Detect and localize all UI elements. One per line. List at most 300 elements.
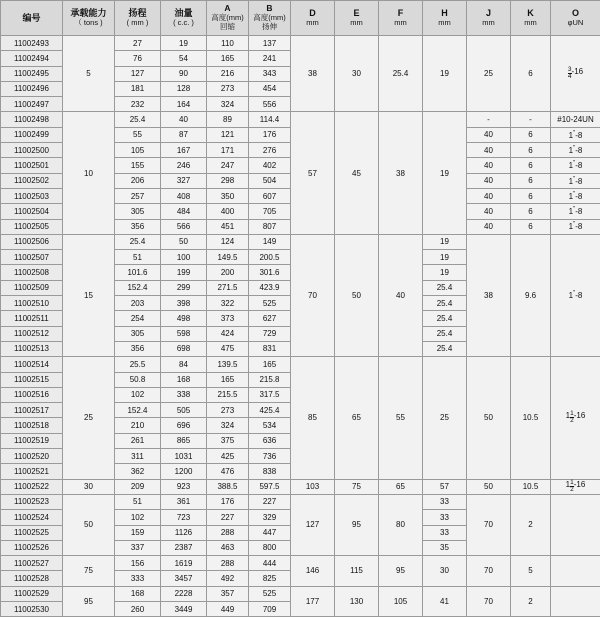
cell-a: 200 <box>207 265 249 280</box>
cell-stroke: 55 <box>115 127 161 142</box>
cell-b: 423.9 <box>249 280 291 295</box>
cell-stroke: 25.4 <box>115 234 161 249</box>
cell-k: 6 <box>511 36 551 112</box>
cell-stroke: 159 <box>115 525 161 540</box>
cell-code: 11002501 <box>1 158 63 173</box>
cell-code: 11002503 <box>1 188 63 203</box>
cell-b: 729 <box>249 326 291 341</box>
cell-b: 114.4 <box>249 112 291 127</box>
cell-stroke: 261 <box>115 433 161 448</box>
cell-stroke: 51 <box>115 494 161 509</box>
cell-h: 33 <box>423 525 467 540</box>
column-header-unit: mm <box>335 19 378 28</box>
cell-h: 19 <box>423 234 467 249</box>
cell-code: 11002513 <box>1 341 63 356</box>
cell-k: 6 <box>511 158 551 173</box>
column-header-d <box>291 1 335 36</box>
column-header-title: F <box>379 8 422 18</box>
cell-e: 65 <box>335 357 379 479</box>
cell-code: 11002519 <box>1 433 63 448</box>
cell-capacity: 5 <box>63 36 115 112</box>
cell-a: 89 <box>207 112 249 127</box>
cell-stroke: 105 <box>115 143 161 158</box>
column-header-unit: mm <box>291 19 334 28</box>
cell-b: 831 <box>249 341 291 356</box>
column-header-b <box>249 1 291 36</box>
cell-a: 273 <box>207 81 249 96</box>
column-header-unit: mm <box>467 19 510 28</box>
cell-stroke: 51 <box>115 250 161 265</box>
cell-code: 11002530 <box>1 601 63 616</box>
cell-a: 424 <box>207 326 249 341</box>
column-header-unit: 高度(mm) <box>249 14 290 23</box>
cell-stroke: 152.4 <box>115 280 161 295</box>
cell-stroke: 181 <box>115 81 161 96</box>
cell-code: 11002517 <box>1 403 63 418</box>
cell-code: 11002529 <box>1 586 63 601</box>
column-header-h <box>423 1 467 36</box>
cell-a: 271.5 <box>207 280 249 295</box>
cell-oil: 164 <box>161 97 207 112</box>
cell-a: 149.5 <box>207 250 249 265</box>
cell-e: 95 <box>335 494 379 555</box>
cell-code: 11002516 <box>1 387 63 402</box>
cell-f: 55 <box>379 357 423 479</box>
cell-b: 343 <box>249 66 291 81</box>
cell-code: 11002502 <box>1 173 63 188</box>
cell-h: 25.4 <box>423 326 467 341</box>
cell-j: 70 <box>467 494 511 555</box>
cell-f: 80 <box>379 494 423 555</box>
table-row <box>1 36 600 51</box>
cell-e: 30 <box>335 36 379 112</box>
cell-b: 607 <box>249 188 291 203</box>
cell-h: 33 <box>423 510 467 525</box>
cell-b: 636 <box>249 433 291 448</box>
cell-oil: 84 <box>161 357 207 372</box>
cell-a: 463 <box>207 540 249 555</box>
cell-h: 25.4 <box>423 311 467 326</box>
cell-stroke: 156 <box>115 556 161 571</box>
cell-j: 50 <box>467 357 511 479</box>
cell-capacity: 30 <box>63 479 115 494</box>
cell-stroke: 337 <box>115 540 161 555</box>
column-header-a <box>207 1 249 36</box>
cell-j: 70 <box>467 556 511 587</box>
cell-a: 425 <box>207 449 249 464</box>
cell-capacity: 75 <box>63 556 115 587</box>
cell-stroke: 232 <box>115 97 161 112</box>
cell-a: 298 <box>207 173 249 188</box>
cell-capacity: 95 <box>63 586 115 617</box>
column-header-oil <box>161 1 207 36</box>
table-row <box>1 112 600 127</box>
cell-a: 476 <box>207 464 249 479</box>
cell-o: 1"-8 <box>551 188 600 203</box>
cell-code: 11002510 <box>1 296 63 311</box>
cell-a: 165 <box>207 372 249 387</box>
cell-b: 425.4 <box>249 403 291 418</box>
column-header-unit: mm <box>511 19 550 28</box>
cell-b: 227 <box>249 494 291 509</box>
column-header-title: 编号 <box>1 13 62 23</box>
cell-e: 115 <box>335 556 379 587</box>
column-header-note: 回缩 <box>207 23 248 32</box>
cell-code: 11002526 <box>1 540 63 555</box>
cell-oil: 3449 <box>161 601 207 616</box>
cell-o <box>551 556 600 587</box>
cell-stroke: 206 <box>115 173 161 188</box>
cell-oil: 2228 <box>161 586 207 601</box>
cell-b: 454 <box>249 81 291 96</box>
cell-oil: 484 <box>161 204 207 219</box>
cell-oil: 54 <box>161 51 207 66</box>
cell-code: 11002509 <box>1 280 63 295</box>
cell-oil: 87 <box>161 127 207 142</box>
cell-b: 534 <box>249 418 291 433</box>
cell-j: 40 <box>467 173 511 188</box>
column-header-e <box>335 1 379 36</box>
cell-a: 492 <box>207 571 249 586</box>
cell-oil: 923 <box>161 479 207 494</box>
column-header-title: 扬程 <box>115 8 160 18</box>
cell-capacity: 15 <box>63 234 115 356</box>
table-header-row <box>1 1 600 36</box>
column-header-letter: B <box>249 4 290 14</box>
cell-code: 11002505 <box>1 219 63 234</box>
cell-stroke: 25.4 <box>115 112 161 127</box>
cell-o <box>551 494 600 555</box>
table-row <box>1 556 600 571</box>
cell-code: 11002522 <box>1 479 63 494</box>
cell-h: 25.4 <box>423 296 467 311</box>
cell-stroke: 209 <box>115 479 161 494</box>
cell-code: 11002515 <box>1 372 63 387</box>
cell-a: 288 <box>207 525 249 540</box>
cell-d: 103 <box>291 479 335 494</box>
cell-stroke: 127 <box>115 66 161 81</box>
cell-stroke: 76 <box>115 51 161 66</box>
cell-h: 33 <box>423 494 467 509</box>
cell-a: 227 <box>207 510 249 525</box>
cell-code: 11002499 <box>1 127 63 142</box>
cell-j: 25 <box>467 36 511 112</box>
cell-a: 247 <box>207 158 249 173</box>
cell-h: 57 <box>423 479 467 494</box>
cell-a: 324 <box>207 97 249 112</box>
cell-stroke: 356 <box>115 341 161 356</box>
cell-oil: 19 <box>161 36 207 51</box>
cell-capacity: 50 <box>63 494 115 555</box>
cell-b: 176 <box>249 127 291 142</box>
cell-e: 50 <box>335 234 379 356</box>
cell-e: 75 <box>335 479 379 494</box>
cell-capacity: 25 <box>63 357 115 479</box>
column-header-o <box>551 1 600 36</box>
cell-o: 1"-8 <box>551 234 600 356</box>
cell-k: 2 <box>511 494 551 555</box>
cell-h: 19 <box>423 112 467 234</box>
cell-e: 130 <box>335 586 379 617</box>
cell-d: 70 <box>291 234 335 356</box>
cell-j: 40 <box>467 204 511 219</box>
cell-k: 6 <box>511 188 551 203</box>
cell-oil: 90 <box>161 66 207 81</box>
cell-f: 95 <box>379 556 423 587</box>
cell-a: 124 <box>207 234 249 249</box>
cell-oil: 128 <box>161 81 207 96</box>
column-header-unit: φUN <box>551 19 600 28</box>
column-header-unit: ( c.c. ) <box>161 19 206 28</box>
cell-code: 11002528 <box>1 571 63 586</box>
cell-oil: 1126 <box>161 525 207 540</box>
cell-oil: 1200 <box>161 464 207 479</box>
cell-code: 11002497 <box>1 97 63 112</box>
cell-oil: 698 <box>161 341 207 356</box>
cell-j: 40 <box>467 158 511 173</box>
cell-k: 6 <box>511 219 551 234</box>
cell-code: 11002525 <box>1 525 63 540</box>
cell-code: 11002520 <box>1 449 63 464</box>
cell-o: 1"-8 <box>551 219 600 234</box>
cell-b: 525 <box>249 296 291 311</box>
cell-stroke: 305 <box>115 326 161 341</box>
cell-k: 6 <box>511 127 551 142</box>
cell-oil: 2387 <box>161 540 207 555</box>
cell-oil: 361 <box>161 494 207 509</box>
cell-stroke: 257 <box>115 188 161 203</box>
cell-a: 273 <box>207 403 249 418</box>
cell-a: 449 <box>207 601 249 616</box>
table-header <box>1 1 600 36</box>
table-body <box>1 36 600 617</box>
cell-code: 11002521 <box>1 464 63 479</box>
cell-oil: 100 <box>161 250 207 265</box>
cell-code: 11002504 <box>1 204 63 219</box>
cell-d: 38 <box>291 36 335 112</box>
cell-code: 11002514 <box>1 357 63 372</box>
cell-b: 301.6 <box>249 265 291 280</box>
cell-a: 400 <box>207 204 249 219</box>
cell-h: 25.4 <box>423 280 467 295</box>
cell-code: 11002495 <box>1 66 63 81</box>
table-row <box>1 494 600 509</box>
cell-h: 35 <box>423 540 467 555</box>
cell-k: 9.6 <box>511 234 551 356</box>
cell-a: 176 <box>207 494 249 509</box>
cell-a: 121 <box>207 127 249 142</box>
cell-b: 137 <box>249 36 291 51</box>
cell-stroke: 102 <box>115 387 161 402</box>
cell-a: 139.5 <box>207 357 249 372</box>
column-header-unit: 高度(mm) <box>207 14 248 23</box>
cell-o: 1"-8 <box>551 204 600 219</box>
cell-code: 11002496 <box>1 81 63 96</box>
cell-code: 11002512 <box>1 326 63 341</box>
column-header-title: K <box>511 8 550 18</box>
cell-h: 25 <box>423 357 467 479</box>
cell-a: 324 <box>207 418 249 433</box>
cell-code: 11002507 <box>1 250 63 265</box>
cell-b: 525 <box>249 586 291 601</box>
cell-stroke: 102 <box>115 510 161 525</box>
cell-b: 317.5 <box>249 387 291 402</box>
column-header-code <box>1 1 63 36</box>
cell-o: 1"-8 <box>551 158 600 173</box>
cell-b: 627 <box>249 311 291 326</box>
cell-a: 350 <box>207 188 249 203</box>
cell-code: 11002508 <box>1 265 63 280</box>
table-row <box>1 357 600 372</box>
cell-b: 709 <box>249 601 291 616</box>
cell-stroke: 203 <box>115 296 161 311</box>
column-header-title: D <box>291 8 334 18</box>
cell-code: 11002498 <box>1 112 63 127</box>
cell-oil: 246 <box>161 158 207 173</box>
cell-o <box>551 586 600 617</box>
cell-oil: 598 <box>161 326 207 341</box>
cell-stroke: 362 <box>115 464 161 479</box>
table-row <box>1 586 600 601</box>
cell-b: 402 <box>249 158 291 173</box>
cell-stroke: 333 <box>115 571 161 586</box>
cell-d: 57 <box>291 112 335 234</box>
cell-oil: 696 <box>161 418 207 433</box>
cell-a: 288 <box>207 556 249 571</box>
cell-stroke: 210 <box>115 418 161 433</box>
cell-f: 25.4 <box>379 36 423 112</box>
cell-h: 19 <box>423 250 467 265</box>
column-header-unit: mm <box>379 19 422 28</box>
column-header-unit: ( mm ) <box>115 19 160 28</box>
cell-oil: 40 <box>161 112 207 127</box>
cell-oil: 498 <box>161 311 207 326</box>
cell-oil: 299 <box>161 280 207 295</box>
cell-oil: 865 <box>161 433 207 448</box>
cell-b: 447 <box>249 525 291 540</box>
cell-h: 41 <box>423 586 467 617</box>
cell-a: 375 <box>207 433 249 448</box>
cell-h: 30 <box>423 556 467 587</box>
cell-a: 451 <box>207 219 249 234</box>
cell-oil: 505 <box>161 403 207 418</box>
column-header-title: H <box>423 8 466 18</box>
column-header-unit: mm <box>423 19 466 28</box>
cell-b: 329 <box>249 510 291 525</box>
cell-h: 25.4 <box>423 341 467 356</box>
cell-b: 736 <box>249 449 291 464</box>
cell-b: 444 <box>249 556 291 571</box>
cell-j: 40 <box>467 143 511 158</box>
cell-a: 388.5 <box>207 479 249 494</box>
cell-b: 597.5 <box>249 479 291 494</box>
column-header-title: 油量 <box>161 8 206 18</box>
cell-a: 373 <box>207 311 249 326</box>
cell-d: 85 <box>291 357 335 479</box>
cell-stroke: 356 <box>115 219 161 234</box>
cell-b: 825 <box>249 571 291 586</box>
column-header-title: 承载能力 <box>63 8 114 18</box>
cell-stroke: 168 <box>115 586 161 601</box>
cell-k: 5 <box>511 556 551 587</box>
column-header-title: E <box>335 8 378 18</box>
cell-k: 10.5 <box>511 357 551 479</box>
column-header-capacity <box>63 1 115 36</box>
cell-oil: 168 <box>161 372 207 387</box>
cell-b: 200.5 <box>249 250 291 265</box>
cell-j: - <box>467 112 511 127</box>
cell-j: 50 <box>467 479 511 494</box>
cell-f: 38 <box>379 112 423 234</box>
cell-code: 11002524 <box>1 510 63 525</box>
cell-k: 6 <box>511 173 551 188</box>
cell-stroke: 260 <box>115 601 161 616</box>
cell-a: 357 <box>207 586 249 601</box>
cell-k: 6 <box>511 204 551 219</box>
cell-k: 6 <box>511 143 551 158</box>
cell-h: 19 <box>423 36 467 112</box>
cell-h: 19 <box>423 265 467 280</box>
cell-b: 838 <box>249 464 291 479</box>
cell-code: 11002506 <box>1 234 63 249</box>
cell-o: 1 $\frac{1}{2}$ -16 <box>551 479 600 494</box>
cell-b: 149 <box>249 234 291 249</box>
cell-capacity: 10 <box>63 112 115 234</box>
cell-k: 10.5 <box>511 479 551 494</box>
cell-code: 11002523 <box>1 494 63 509</box>
cell-k: - <box>511 112 551 127</box>
cell-stroke: 152.4 <box>115 403 161 418</box>
cell-a: 165 <box>207 51 249 66</box>
cell-oil: 1031 <box>161 449 207 464</box>
column-header-letter: A <box>207 4 248 14</box>
cell-b: 276 <box>249 143 291 158</box>
cell-a: 216 <box>207 66 249 81</box>
table-row <box>1 234 600 249</box>
column-header-unit: （ tons ) <box>63 19 114 28</box>
cell-j: 40 <box>467 219 511 234</box>
cell-d: 146 <box>291 556 335 587</box>
cell-oil: 1619 <box>161 556 207 571</box>
cell-stroke: 305 <box>115 204 161 219</box>
cell-e: 45 <box>335 112 379 234</box>
cell-o: 1 $\frac{1}{2}$ -16 <box>551 357 600 479</box>
cell-code: 11002493 <box>1 36 63 51</box>
cell-f: 105 <box>379 586 423 617</box>
cell-b: 807 <box>249 219 291 234</box>
cell-k: 2 <box>511 586 551 617</box>
cell-j: 38 <box>467 234 511 356</box>
cell-oil: 338 <box>161 387 207 402</box>
cell-d: 127 <box>291 494 335 555</box>
column-header-k <box>511 1 551 36</box>
column-header-note: 扬伸 <box>249 23 290 32</box>
cell-stroke: 27 <box>115 36 161 51</box>
cell-code: 11002500 <box>1 143 63 158</box>
cell-b: 705 <box>249 204 291 219</box>
cell-f: 40 <box>379 234 423 356</box>
cell-o: 1"-8 <box>551 127 600 142</box>
cell-stroke: 101.6 <box>115 265 161 280</box>
cell-j: 70 <box>467 586 511 617</box>
column-header-title: J <box>467 8 510 18</box>
cell-b: 504 <box>249 173 291 188</box>
cell-oil: 408 <box>161 188 207 203</box>
cell-stroke: 254 <box>115 311 161 326</box>
cell-f: 65 <box>379 479 423 494</box>
cell-stroke: 50.8 <box>115 372 161 387</box>
table-row <box>1 479 600 494</box>
